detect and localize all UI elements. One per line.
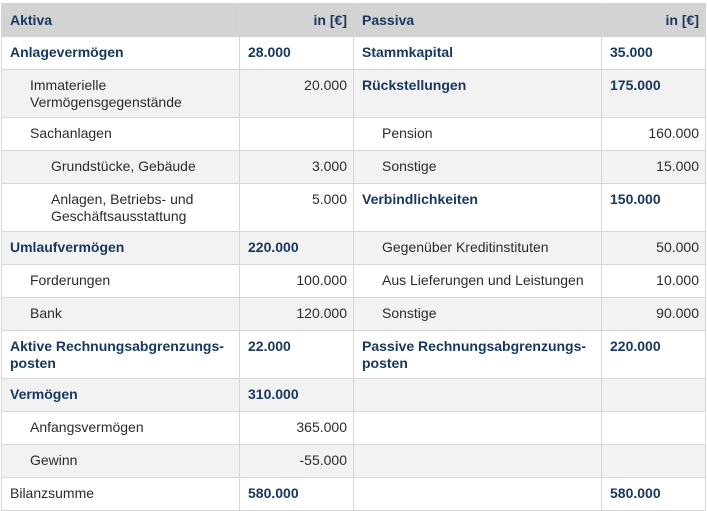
table-row	[2, 37, 706, 70]
aktiva-label: Aktive Rechnungsabgrenzungs-posten	[2, 331, 240, 379]
aktiva-value: 5.000	[240, 184, 354, 232]
passiva-label: Passive Rechnungsabgrenzungs-posten	[354, 331, 602, 379]
passiva-label	[354, 412, 602, 445]
aktiva-value: 20.000	[240, 70, 354, 118]
passiva-value: 150.000	[602, 184, 706, 232]
table-row	[2, 70, 706, 118]
passiva-header: Passiva	[354, 4, 602, 37]
passiva-label: Gegenüber Kreditinstituten	[354, 232, 602, 265]
table-row	[2, 151, 706, 184]
passiva-value	[602, 412, 706, 445]
table-row	[2, 184, 706, 232]
passiva-value: 90.000	[602, 298, 706, 331]
aktiva-value: 365.000	[240, 412, 354, 445]
aktiva-label: Anlagevermögen	[2, 37, 240, 70]
passiva-label: Pension	[354, 118, 602, 151]
aktiva-value: 220.000	[240, 232, 354, 265]
passiva-label: Stammkapital	[354, 37, 602, 70]
passiva-value	[602, 445, 706, 478]
balance-sheet-table	[1, 3, 706, 511]
passiva-label: Aus Lieferungen und Leistungen	[354, 265, 602, 298]
aktiva-label: Anfangsvermögen	[2, 412, 240, 445]
aktiva-label: Umlaufvermögen	[2, 232, 240, 265]
passiva-value: 220.000	[602, 331, 706, 379]
passiva-value: 10.000	[602, 265, 706, 298]
aktiva-label: Vermögen	[2, 379, 240, 412]
table-row	[2, 412, 706, 445]
table-row	[2, 298, 706, 331]
header-row	[2, 4, 706, 37]
aktiva-label: Grundstücke, Gebäude	[2, 151, 240, 184]
aktiva-label: Sachanlagen	[2, 118, 240, 151]
table-row	[2, 379, 706, 412]
aktiva-unit-header: in [€]	[240, 4, 354, 37]
passiva-label: Sonstige	[354, 151, 602, 184]
table-row	[2, 118, 706, 151]
aktiva-label: Bank	[2, 298, 240, 331]
passiva-label: Sonstige	[354, 298, 602, 331]
passiva-value: 15.000	[602, 151, 706, 184]
table-row	[2, 445, 706, 478]
passiva-label	[354, 478, 602, 511]
aktiva-value: 22.000	[240, 331, 354, 379]
table-row	[2, 331, 706, 379]
aktiva-value: 28.000	[240, 37, 354, 70]
aktiva-value: 120.000	[240, 298, 354, 331]
passiva-unit-header: in [€]	[602, 4, 706, 37]
aktiva-value: 100.000	[240, 265, 354, 298]
aktiva-value: 3.000	[240, 151, 354, 184]
aktiva-total-value: 580.000	[240, 478, 354, 511]
passiva-label	[354, 445, 602, 478]
aktiva-value: 310.000	[240, 379, 354, 412]
passiva-value: 175.000	[602, 70, 706, 118]
aktiva-label: Gewinn	[2, 445, 240, 478]
aktiva-label: Immaterielle Vermögensgegenstände	[2, 70, 240, 118]
aktiva-value	[240, 118, 354, 151]
table-row	[2, 232, 706, 265]
aktiva-label: Forderungen	[2, 265, 240, 298]
passiva-value	[602, 379, 706, 412]
passiva-value: 35.000	[602, 37, 706, 70]
table-row-total	[2, 478, 706, 511]
passiva-total-value: 580.000	[602, 478, 706, 511]
passiva-label: Verbindlichkeiten	[354, 184, 602, 232]
passiva-label: Rückstellungen	[354, 70, 602, 118]
passiva-value: 160.000	[602, 118, 706, 151]
passiva-value: 50.000	[602, 232, 706, 265]
aktiva-label: Anlagen, Betriebs- und Geschäftsausstattung	[2, 184, 240, 232]
passiva-label	[354, 379, 602, 412]
aktiva-header: Aktiva	[2, 4, 240, 37]
table-row	[2, 265, 706, 298]
bilanzsumme-label: Bilanzsumme	[2, 478, 240, 511]
aktiva-value: -55.000	[240, 445, 354, 478]
